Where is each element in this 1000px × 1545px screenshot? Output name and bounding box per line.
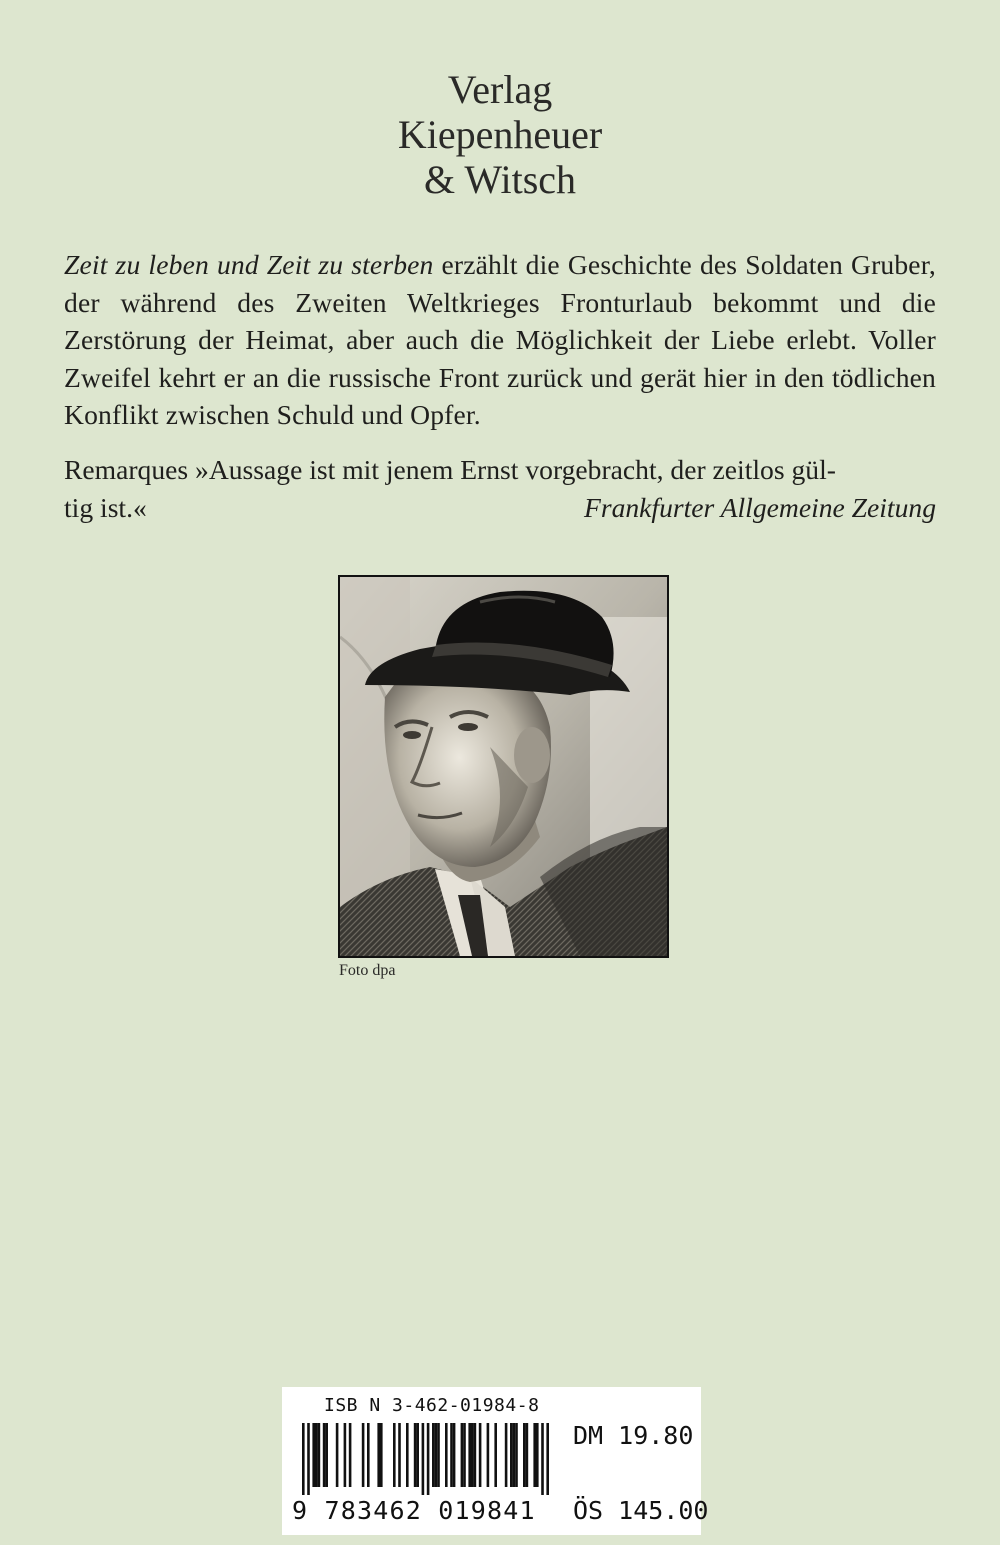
quote-line-2: tig ist.« (64, 491, 147, 523)
barcode-bar (325, 1423, 328, 1487)
barcode-bar (479, 1423, 482, 1487)
barcode-bar (546, 1423, 549, 1495)
review-quote (64, 451, 936, 526)
price-austria: ÖS 145.00 (573, 1496, 709, 1525)
isbn-number: ISB N 3-462-01984-8 (324, 1395, 540, 1416)
barcode-bar (307, 1423, 310, 1495)
barcode-bar (336, 1423, 339, 1487)
ean-number: 9 783462 019841 (292, 1496, 536, 1525)
barcode-label (282, 1387, 709, 1535)
book-description (64, 246, 936, 434)
barcode-bar (362, 1423, 365, 1487)
barcode-bar (427, 1423, 430, 1495)
barcode-bar (505, 1423, 508, 1487)
barcode-bar (435, 1423, 438, 1487)
author-photo-image (340, 577, 667, 956)
barcode-bar (494, 1423, 497, 1487)
barcode-bar (474, 1423, 477, 1487)
barcode-bar (422, 1423, 425, 1495)
barcode-bar (398, 1423, 401, 1487)
barcode-bar (536, 1423, 539, 1487)
barcode-bar (450, 1423, 453, 1487)
price-germany: DM 19.80 (573, 1421, 694, 1450)
barcode-bar (463, 1423, 466, 1487)
barcode-bar (513, 1423, 516, 1487)
barcode-bar (349, 1423, 352, 1487)
publisher-line-3: & Witsch (423, 156, 577, 202)
barcode-bar (510, 1423, 513, 1487)
barcode-bar (445, 1423, 448, 1487)
description-text: erzählt die Geschichte des Soldaten Gruber, der während des Zweiten Weltkrieges Fronturlaub bekommt und die Zerstörung der Heimat, aber auch die Möglichkeit der Liebe erlebt. Voller Zweifel kehrt er an die russische Front zurück und gerät hier in den tödlichen Konflikt zwischen Schuld und Opfer. (64, 249, 936, 430)
book-title: Zeit zu leben und Zeit zu sterben (64, 249, 434, 280)
barcode-bar (461, 1423, 464, 1487)
barcode-bar (437, 1423, 440, 1487)
author-photo (338, 575, 669, 958)
photo-credit: Foto dpa (339, 962, 396, 979)
barcode-bar (377, 1423, 380, 1487)
barcode-bar (406, 1423, 409, 1487)
barcode-bar (453, 1423, 456, 1487)
barcode-bar (323, 1423, 326, 1487)
barcode-bar (416, 1423, 419, 1487)
barcode-bar (523, 1423, 526, 1487)
barcode-bar (487, 1423, 490, 1487)
barcode-bar (312, 1423, 315, 1487)
barcode-bar (318, 1423, 321, 1487)
barcode-bar (526, 1423, 529, 1487)
barcode-bar (414, 1423, 417, 1487)
barcode-bar (367, 1423, 370, 1487)
publisher-name (0, 68, 1000, 202)
publisher-line-1: Verlag (447, 67, 553, 112)
barcode-bar (315, 1423, 318, 1487)
quote-source: Frankfurter Allgemeine Zeitung (583, 491, 936, 523)
barcode-bar (380, 1423, 383, 1487)
barcode-bar (432, 1423, 435, 1487)
barcode-bar (393, 1423, 396, 1487)
quote-line-1: Remarques »Aussage ist mit jenem Ernst vorgebracht, der zeitlos gül- (64, 454, 836, 485)
ean-barcode (302, 1423, 562, 1495)
barcode-bar (344, 1423, 347, 1487)
barcode-bar (471, 1423, 474, 1487)
barcode-bar (533, 1423, 536, 1487)
barcode-bar (515, 1423, 518, 1487)
barcode-bar (302, 1423, 305, 1495)
barcode-bar (468, 1423, 471, 1487)
barcode-bar (541, 1423, 544, 1495)
publisher-line-2: Kiepenheuer (397, 111, 603, 157)
